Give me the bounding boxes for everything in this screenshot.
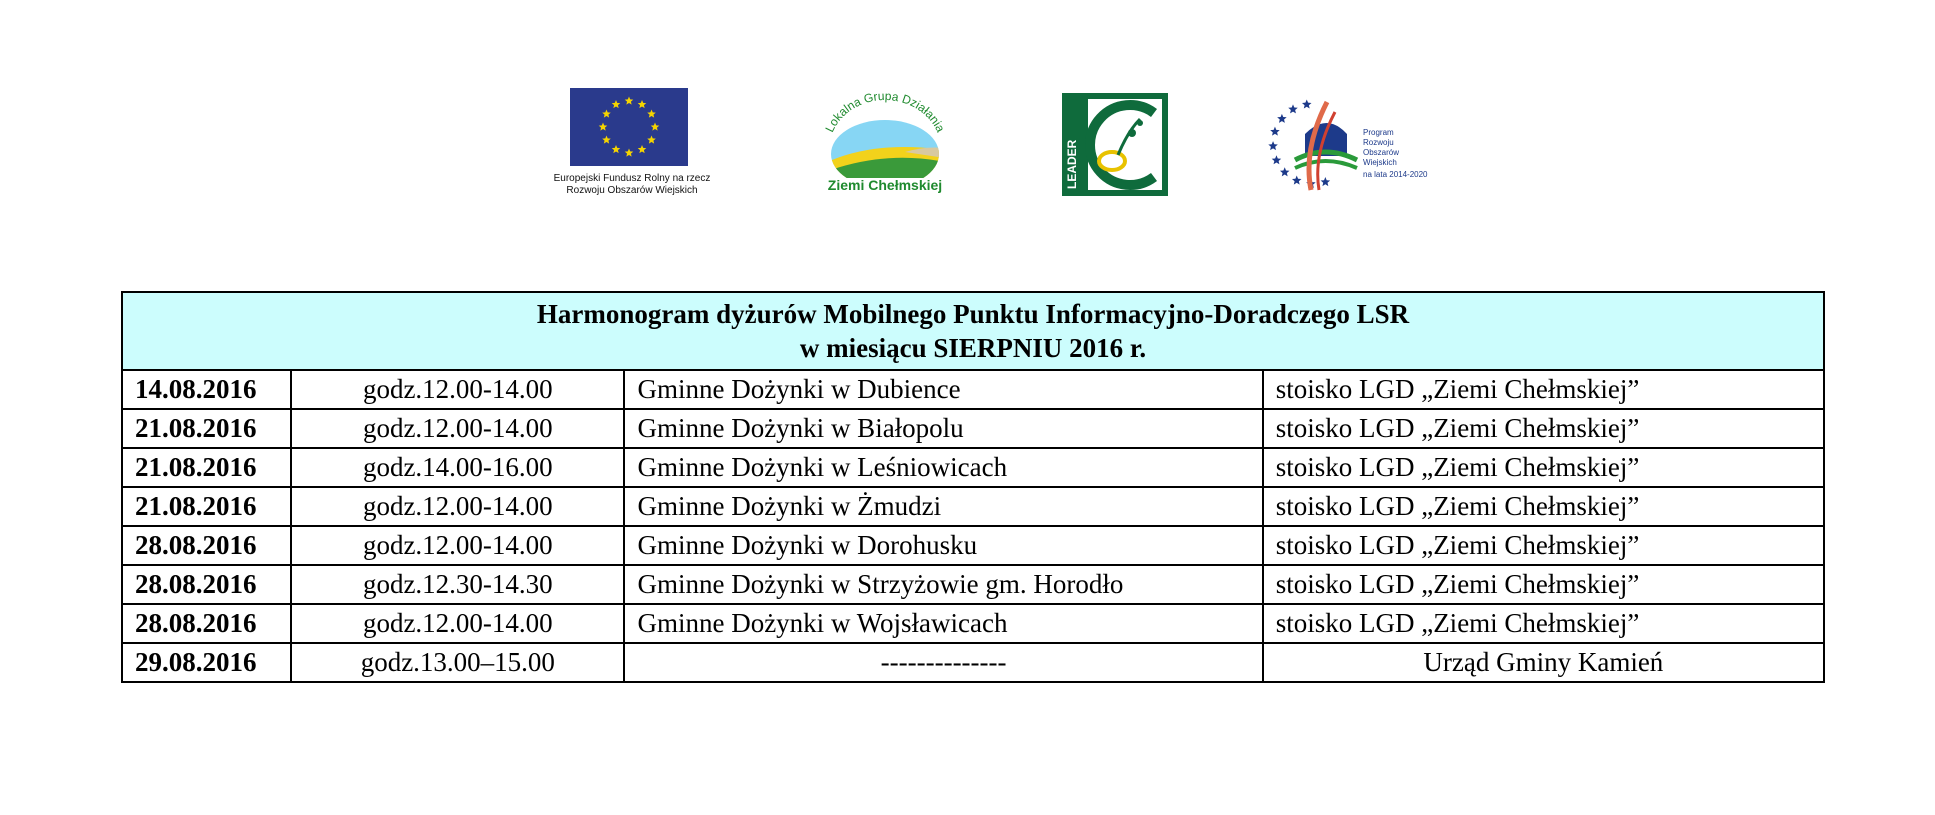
eu-fund-caption — [520, 173, 744, 197]
eu-caption-line1: Europejski Fundusz Rolny na rzecz — [553, 173, 711, 184]
title-line-2: w miesiącu SIERPNIU 2016 r. — [799, 333, 1147, 363]
time-cell: godz.12.00-14.00 — [291, 370, 624, 409]
prow-line-1: Program — [1363, 128, 1394, 137]
table-row — [122, 604, 1824, 643]
time-cell: godz.14.00-16.00 — [291, 448, 624, 487]
place-cell: stoisko LGD „Ziemi Chełmskiej” — [1263, 370, 1824, 409]
table-row — [122, 409, 1824, 448]
event-cell: Gminne Dożynki w Dubience — [624, 370, 1262, 409]
date-cell: 29.08.2016 — [122, 643, 291, 682]
prow-logo — [1265, 94, 1365, 194]
logo-strip — [0, 0, 1935, 230]
date-cell: 28.08.2016 — [122, 604, 291, 643]
star-icon — [1288, 104, 1298, 113]
time-cell: godz.12.00-14.00 — [291, 487, 624, 526]
eu-caption-line2: Rozwoju Obszarów Wiejskich — [566, 185, 698, 196]
prow-line-2: Rozwoju — [1363, 138, 1394, 147]
star-icon — [1280, 167, 1290, 176]
leader-text: LEADER — [1065, 139, 1079, 189]
schedule-title — [122, 292, 1824, 370]
prow-line-4: Wiejskich — [1363, 158, 1397, 167]
table-header-row — [122, 292, 1824, 370]
date-cell: 21.08.2016 — [122, 409, 291, 448]
star-icon — [1321, 177, 1331, 186]
event-cell: Gminne Dożynki w Leśniowicach — [624, 448, 1262, 487]
lgd-arc-text: Lokalna Grupa Działania — [822, 88, 948, 135]
star-icon — [1270, 127, 1280, 136]
event-cell: Gminne Dożynki w Żmudzi — [624, 487, 1262, 526]
table-row — [122, 526, 1824, 565]
time-cell: godz.12.00-14.00 — [291, 526, 624, 565]
table-row — [122, 643, 1824, 682]
star-icon — [1292, 176, 1302, 185]
star-icon — [1268, 141, 1278, 150]
star-icon — [1272, 155, 1282, 164]
leader-logo — [1062, 93, 1168, 196]
star-icon — [1302, 99, 1312, 108]
time-cell: godz.12.00-14.00 — [291, 409, 624, 448]
schedule-table — [121, 291, 1825, 683]
date-cell: 21.08.2016 — [122, 487, 291, 526]
star-icon — [1277, 114, 1287, 123]
time-cell: godz.12.30-14.30 — [291, 565, 624, 604]
date-cell: 14.08.2016 — [122, 370, 291, 409]
lgd-caption: Ziemi Chełmskiej — [827, 177, 943, 193]
time-cell: godz.12.00-14.00 — [291, 604, 624, 643]
place-cell: stoisko LGD „Ziemi Chełmskiej” — [1263, 526, 1824, 565]
place-cell: stoisko LGD „Ziemi Chełmskiej” — [1263, 565, 1824, 604]
event-cell: Gminne Dożynki w Dorohusku — [624, 526, 1262, 565]
prow-line-3: Obszarów — [1363, 148, 1400, 157]
place-cell: Urząd Gminy Kamień — [1263, 643, 1824, 682]
date-cell: 28.08.2016 — [122, 565, 291, 604]
table-row — [122, 565, 1824, 604]
place-cell: stoisko LGD „Ziemi Chełmskiej” — [1263, 487, 1824, 526]
event-cell: Gminne Dożynki w Strzyżowie gm. Horodło — [624, 565, 1262, 604]
place-cell: stoisko LGD „Ziemi Chełmskiej” — [1263, 604, 1824, 643]
prow-years: na lata 2014-2020 — [1363, 170, 1428, 179]
table-row — [122, 448, 1824, 487]
table-row — [122, 487, 1824, 526]
date-cell: 21.08.2016 — [122, 448, 291, 487]
place-cell: stoisko LGD „Ziemi Chełmskiej” — [1263, 409, 1824, 448]
eu-flag-logo — [570, 88, 688, 166]
time-cell: godz.13.00–15.00 — [291, 643, 624, 682]
prow-caption — [1363, 128, 1443, 180]
table-row — [122, 370, 1824, 409]
event-cell: Gminne Dożynki w Białopolu — [624, 409, 1262, 448]
place-cell: stoisko LGD „Ziemi Chełmskiej” — [1263, 448, 1824, 487]
lgd-logo — [815, 88, 955, 178]
event-cell: -------------- — [624, 643, 1262, 682]
date-cell: 28.08.2016 — [122, 526, 291, 565]
title-line-1: Harmonogram dyżurów Mobilnego Punktu Informacyjno-Doradczego LSR — [536, 299, 1410, 329]
event-cell: Gminne Dożynki w Wojsławicach — [624, 604, 1262, 643]
